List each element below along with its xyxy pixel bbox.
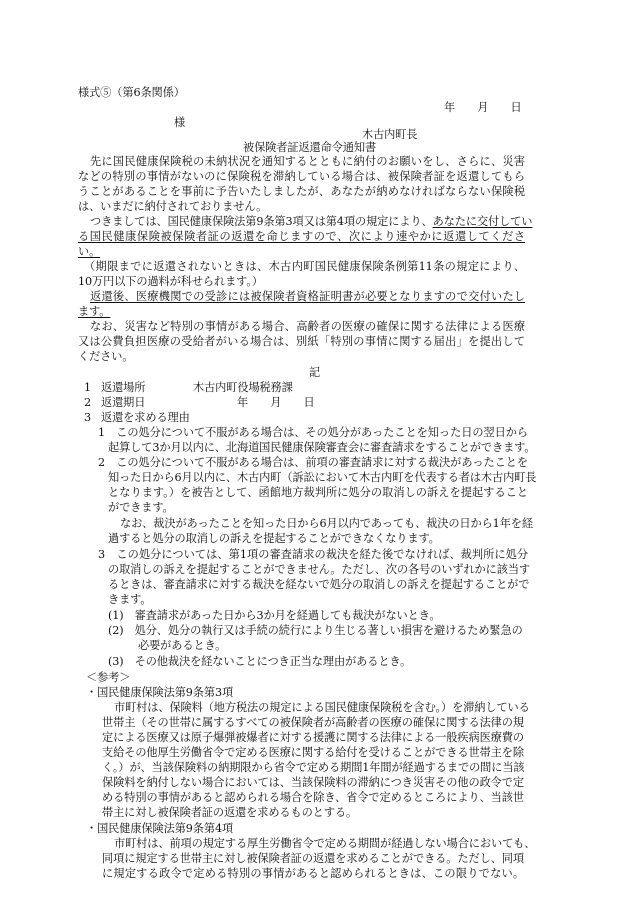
- text-line: 知った日から6月以内に、木古内町（訴訟において木古内町を代表する者は木古内町長: [108, 471, 537, 484]
- form-label: 様式⑤（第6条関係）: [78, 86, 185, 99]
- text-line: ください。: [78, 350, 134, 363]
- text-line: める特別の事情があると認められる場合を除き、省令で定めるところにより、当該世: [102, 791, 524, 804]
- text-line: 市町村は、前項の規定する厚生労働省令で定める期間が経過しない場合においても、: [114, 837, 536, 850]
- text-plain: つきましては、国民健康保険法第9条第3項又は第4項の規定により、: [90, 215, 433, 228]
- sub-item: (1) 審査請求があった日から3か月を経過しても裁決がないとき。: [108, 609, 441, 622]
- text-line: 又は公費負担医療の受給者がいる場合は、別紙「特別の事情に関する届出」を提出して: [78, 335, 525, 348]
- text-line: などの特別の事情がないのに保険税を滞納している場合は、被保険者証を返還してもら: [78, 170, 525, 183]
- text-line: 10万円以下の過料が科せられます。）: [78, 275, 263, 288]
- text-line: 保険料を納付しない場合においては、当該保険料の滞納につき災害その他の政令で定: [102, 776, 524, 789]
- sub-item: (3) その他裁決を経ないことにつき正当な理由があるとき。: [108, 655, 412, 668]
- reference-heading: ＜参考＞: [86, 671, 131, 684]
- text-line-underlined: る国民健康保険被保険者証の返還を命じますので、次により速やかに返還してくださ: [78, 230, 525, 243]
- text-line: （期限までに返還されないときは、木古内町国民健康保険条例第11条の規定により、: [84, 260, 525, 273]
- issuer: 木古内町長: [362, 128, 418, 141]
- sub-item: (2) 処分、処分の執行又は手続の続行により生じる著しい損害を避けるため緊急の: [108, 624, 523, 637]
- text-line: 帯主に対し被保険者証の返還を求めるものとする。: [102, 806, 358, 819]
- text-line: く。）が、当該保険料の納期限から省令で定める期間1年間が経過するまでの間に当該: [102, 761, 525, 774]
- text-line: うことがあることを事前に予告いたしましたが、あなたが納めなければならない保険税: [78, 185, 525, 198]
- text-line: 定による医療又は原子爆弾被爆者に対する援護に関する法律による一般疾病医療費の: [102, 731, 524, 744]
- document-title: 被保険者証返還命令通知書: [243, 141, 377, 154]
- text-line: 先に国民健康保険税の未納状況を通知するとともに納付のお願いをし、さらに、災害: [90, 155, 525, 168]
- text-line-underlined: ます。: [78, 305, 111, 318]
- text-line-underlined: い。: [78, 245, 101, 258]
- item-number: 2: [84, 396, 92, 409]
- text-line: は、いまだに納付されておりません。: [78, 200, 268, 213]
- text-line: 世帯主（その世帯に属するすべての被保険者が高齢者の医療の確保に関する法律の規: [102, 716, 524, 729]
- text-line: ができます。: [108, 501, 174, 514]
- item-value: 木古内町役場税務課: [193, 381, 293, 394]
- sub-item: 必要があるとき。: [138, 639, 227, 652]
- text-line: るときは、審査請求に対する裁決を経ないで処分の取消しの訴えを提起することがで: [108, 578, 530, 591]
- text-line: 2 この処分について不服がある場合は、前項の審査請求に対する裁決があったことを: [98, 456, 528, 469]
- item-label: 返還期日: [101, 396, 146, 409]
- text-line: となります。）を被告として、函館地方裁判所に処分の取消しの訴えを提起すること: [108, 486, 528, 499]
- ki-heading: 記: [309, 366, 321, 379]
- text-line: 起算して3か月以内に、北海道国民健康保険審査会に審査請求をすることができます。: [108, 441, 536, 454]
- reference-section-title: ・国民健康保険法第9条第3項: [86, 686, 234, 699]
- text-line: 市町村は、保険料（地方税法の規定による国民健康保険税を含む。）を滞納している: [114, 701, 530, 714]
- text-line: に規定する政令で定める特別の事情があると認められるときは、この限りでない。: [102, 867, 524, 880]
- text-line: 支給その他厚生労働省令で定める医療に関する給付を受けることができる世帯主を除: [102, 746, 524, 759]
- text-underlined: あなたに交付してい: [432, 215, 533, 228]
- text-line: 過すると処分の取消しの訴えを提起することができなくなります。: [108, 532, 440, 545]
- text-line: 3 この処分については、第1項の審査請求の裁決を経た後でなければ、裁判所に処分: [98, 548, 528, 561]
- text-line: なお、災害など特別の事情がある場合、高齢者の医療の確保に関する法律による医療: [90, 320, 525, 333]
- text-line: 1 この処分について不服がある場合は、その処分があったことを知った日の翌日から: [98, 426, 528, 439]
- addressee-suffix: 様: [174, 116, 186, 129]
- item-value: 年 月 日: [237, 396, 315, 409]
- item-number: 3: [84, 411, 92, 424]
- text-line: きます。: [108, 593, 152, 606]
- item-label: 返還場所: [101, 381, 146, 394]
- text-line: [90, 215, 532, 229]
- text-line: 同項に規定する世帯主に対し被保険者証の返還を求めることができる。ただし、同項: [102, 852, 524, 865]
- text-line: の取消しの訴えを提起することができません。ただし、次の各号のいずれかに該当す: [108, 563, 530, 576]
- date-line: 年 月 日: [444, 101, 522, 114]
- item-label: 返還を求める理由: [101, 411, 190, 424]
- text-line-underlined: 返還後、医療機関での受診には被保険者資格証明書が必要となりますので交付いたし: [90, 290, 525, 303]
- item-number: 1: [84, 381, 92, 394]
- reference-section-title: ・国民健康保険法第9条第4項: [86, 822, 234, 835]
- text-line: なお、裁決があったことを知った日から6月以内であっても、裁決の日から1年を経: [120, 517, 533, 530]
